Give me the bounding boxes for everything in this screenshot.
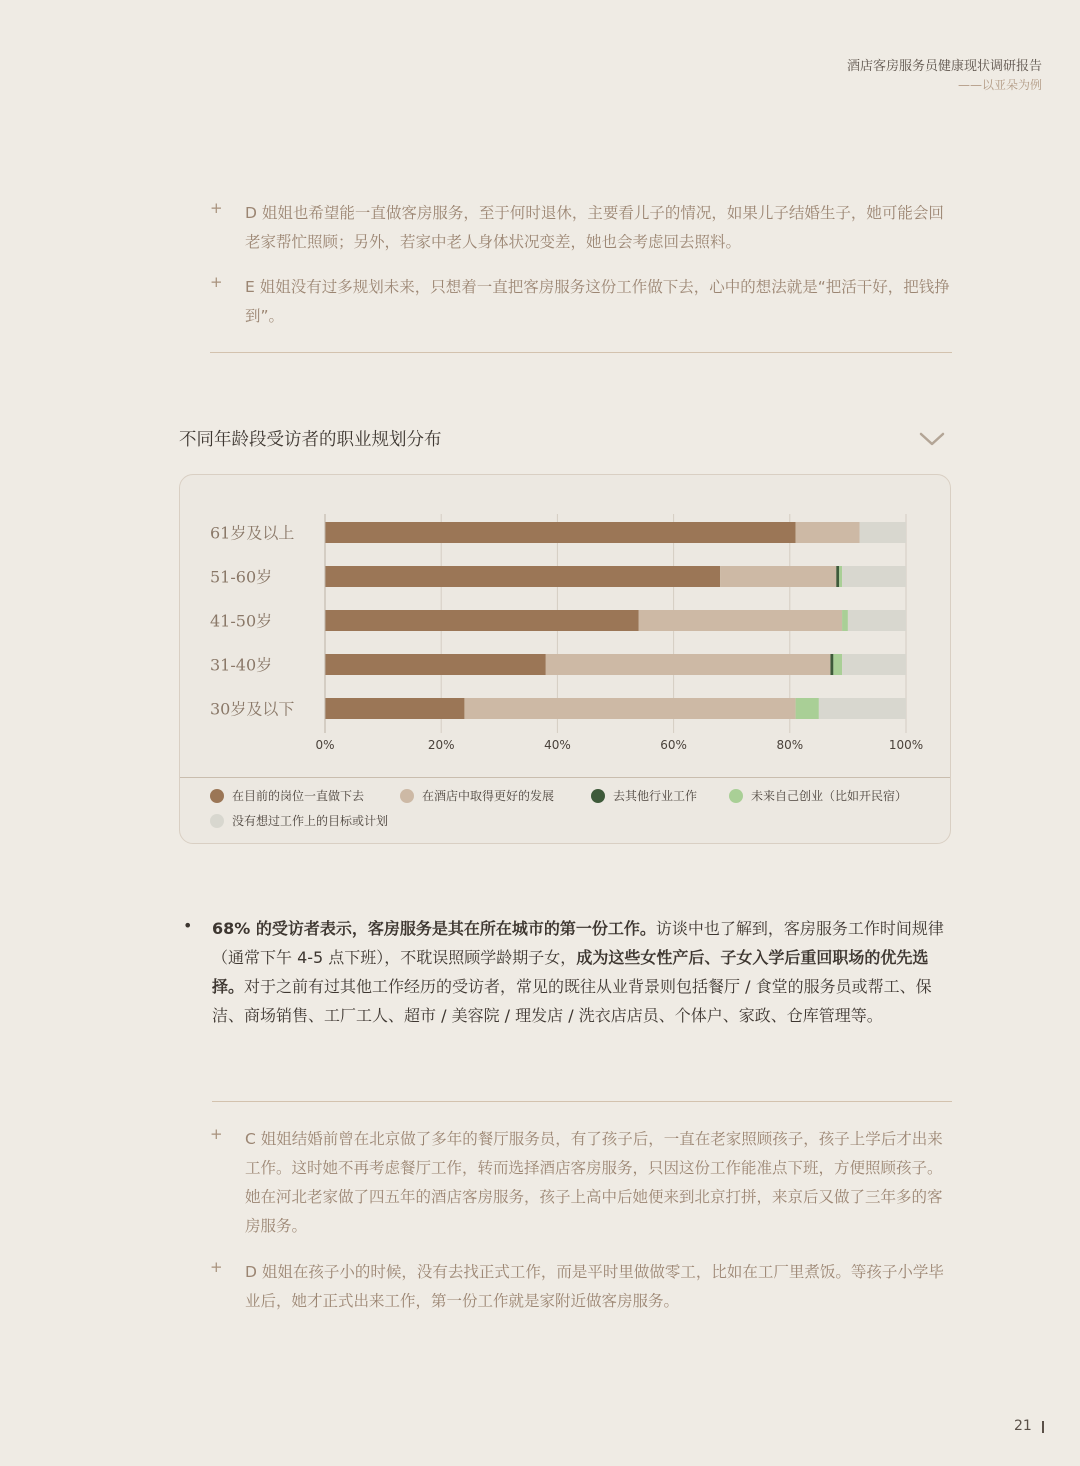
bar-segment [325, 698, 464, 719]
para-emphasis: 成为这些女性产后、子女入学后重回职场的优先选择。 [212, 948, 929, 996]
legend-item [210, 787, 364, 804]
para-emphasis: 68% 的受访者表示，客房服务是其在所在城市的第一份工作。 [212, 919, 656, 938]
main-paragraph [212, 914, 954, 1030]
bar-segment [546, 654, 831, 675]
bar-segment [819, 698, 906, 719]
bar-segment [720, 566, 836, 587]
legend-swatch [591, 789, 605, 803]
quote-item [210, 1258, 952, 1316]
bar-segment [325, 566, 720, 587]
page-number-bar [1042, 1421, 1044, 1433]
bullet-icon: • [183, 916, 193, 935]
legend-label: 在酒店中取得更好的发展 [422, 789, 555, 803]
quote-item [210, 1125, 952, 1241]
chevron-down-icon[interactable] [918, 430, 946, 448]
bar-segment [325, 610, 639, 631]
x-tick-label: 100% [888, 738, 924, 752]
bar-segment [839, 566, 842, 587]
quote-text: E 姐姐没有过多规划未来，只想着一直把客房服务这份工作做下去，心中的想法就是“把活干好，把钱挣到”。 [245, 278, 950, 325]
bar-segment [836, 566, 839, 587]
divider [210, 352, 952, 353]
para-text: 访谈中也了解到，客房服务工作时间规律（通常下午 4-5 点下班），不耽误照顾学龄期子女， [212, 919, 944, 967]
legend-label: 未来自己创业（比如开民宿） [751, 789, 908, 803]
legend-label: 去其他行业工作 [613, 789, 698, 803]
quote-item [210, 199, 952, 257]
category-label: 51-60岁 [210, 567, 273, 587]
category-label: 61岁及以上 [210, 523, 295, 543]
bar-segment [848, 610, 906, 631]
bar-segment [842, 654, 906, 675]
bar-segment [325, 654, 546, 675]
legend-swatch [729, 789, 743, 803]
x-tick-label: 40% [544, 738, 571, 752]
legend-item [400, 787, 554, 804]
quote-text: D 姐姐在孩子小的时候，没有去找正式工作，而是平时里做做零工，比如在工厂里煮饭。等孩子小学毕业后，她才正式出来工作，第一份工作就是家附近做客房服务。 [245, 1263, 944, 1310]
legend-label: 在目前的岗位一直做下去 [232, 789, 365, 803]
legend-item [729, 787, 907, 804]
page-number: 21 [1014, 1418, 1032, 1434]
report-subtitle: ——以亚朵为例 [957, 78, 1042, 92]
legend-swatch [210, 789, 224, 803]
category-label: 30岁及以下 [210, 699, 295, 719]
category-label: 41-50岁 [210, 611, 273, 631]
chart [180, 475, 952, 775]
bar-segment [833, 654, 842, 675]
plus-icon: + [210, 199, 223, 217]
x-tick-label: 20% [427, 738, 455, 752]
x-tick-label: 80% [776, 738, 804, 752]
legend-item [591, 787, 697, 804]
bar-segment [842, 566, 906, 587]
bar-segment [860, 522, 906, 543]
quote-text: C 姐姐结婚前曾在北京做了多年的餐厅服务员，有了孩子后，一直在老家照顾孩子，孩子上学后才出来工作。这时她不再考虑餐厅工作，转而选择酒店客房服务，只因这份工作能准点下班，方便照顾孩子。她在河北老家做了四五年的酒店客房服务，孩子上高中后她便来到北京打拼，来京后又做了三年多的客房服务。 [245, 1130, 943, 1235]
legend-swatch [210, 814, 224, 828]
quote-item [210, 273, 952, 331]
bar-segment [464, 698, 795, 719]
divider [212, 1101, 952, 1102]
plus-icon: + [210, 1125, 223, 1143]
category-label: 31-40岁 [210, 655, 273, 675]
legend-label: 没有想过工作上的目标或计划 [232, 814, 389, 828]
report-title: 酒店客房服务员健康现状调研报告 [846, 59, 1042, 74]
legend-swatch [400, 789, 414, 803]
chart-heading: 不同年龄段受访者的职业规划分布 [179, 430, 442, 450]
bar-segment [796, 698, 819, 719]
bar-segment [842, 610, 848, 631]
x-tick-label: 0% [315, 738, 335, 752]
legend-divider [180, 777, 950, 778]
report-header [847, 58, 1042, 94]
quote-text: D 姐姐也希望能一直做客房服务，至于何时退休，主要看儿子的情况，如果儿子结婚生子，她可能会回老家帮忙照顾；另外，若家中老人身体状况变差，她也会考虑回去照料。 [245, 204, 944, 251]
x-tick-label: 60% [660, 738, 687, 752]
para-text: 对于之前有过其他工作经历的受访者，常见的既往从业背景则包括餐厅 / 食堂的服务员或帮工、保洁、商场销售、工厂工人、超市 / 美容院 / 理发店 / 洗衣店店员、个体户、家政、仓库管理等。 [212, 977, 932, 1025]
plus-icon: + [210, 1258, 223, 1276]
bar-segment [325, 522, 796, 543]
bar-segment [796, 522, 860, 543]
bar-segment [639, 610, 842, 631]
legend-item [210, 812, 388, 829]
bar-segment [830, 654, 833, 675]
chart-card [179, 474, 951, 844]
plus-icon: + [210, 273, 223, 291]
